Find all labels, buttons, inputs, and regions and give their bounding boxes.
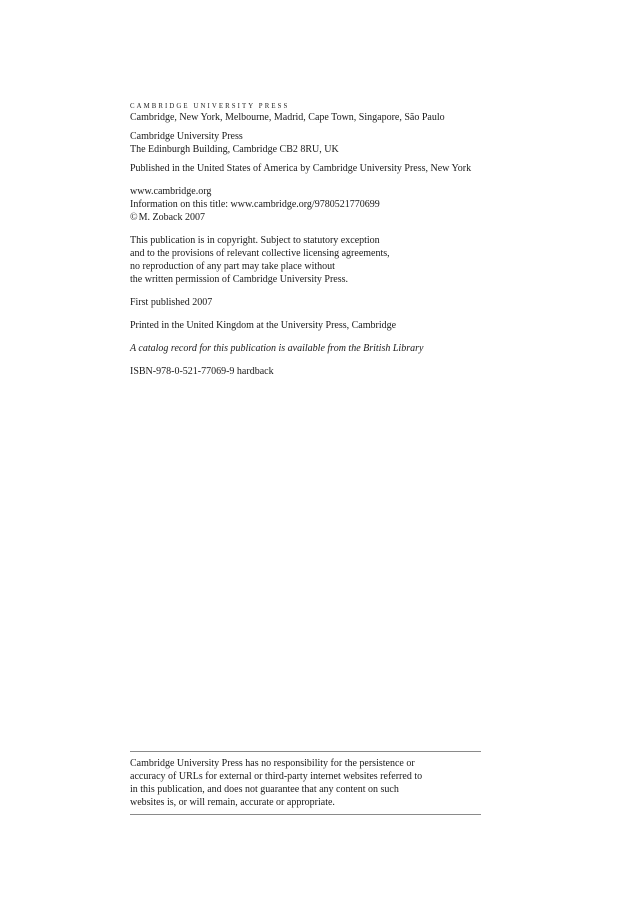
copyright-holder: M. Zoback 2007: [138, 212, 205, 223]
notice-line: This publication is in copyright. Subject to statutory exception: [130, 235, 380, 246]
printed-in: Printed in the United Kingdom at the University Press, Cambridge: [130, 320, 397, 331]
disclaimer-line: Cambridge University Press has no responsibility for the persistence or: [130, 758, 415, 769]
press-name: CAMBRIDGE UNIVERSITY PRESS: [130, 103, 290, 110]
isbn: ISBN-978-0-521-77069-9 hardback: [130, 366, 274, 377]
copyright: [130, 211, 482, 224]
press-address: [130, 130, 482, 156]
catalog-record: A catalog record for this publication is available from the British Library: [130, 343, 424, 354]
copyright-icon: ©: [130, 212, 138, 223]
disclaimer-line: in this publication, and does not guarantee that any content on such: [130, 784, 399, 795]
url-disclaimer: [130, 751, 481, 815]
imprint-page: [130, 102, 482, 378]
disclaimer-text: [130, 752, 481, 814]
notice-line: the written permission of Cambridge University Press.: [130, 274, 349, 285]
copyright-notice: [130, 234, 482, 286]
us-publication: Published in the United States of America by Cambridge University Press, New York: [130, 163, 472, 174]
first-published: First published 2007: [130, 297, 213, 308]
disclaimer-line: websites is, or will remain, accurate or appropriate.: [130, 797, 335, 808]
address-line: Cambridge University Press: [130, 131, 243, 142]
title-info-link[interactable]: Information on this title: www.cambridge.org/9780521770699: [130, 199, 380, 210]
notice-line: no reproduction of any part may take place without: [130, 261, 335, 272]
website-link[interactable]: www.cambridge.org: [130, 186, 212, 197]
address-line: The Edinburgh Building, Cambridge CB2 8RU, UK: [130, 144, 339, 155]
bottom-rule: [130, 814, 481, 815]
disclaimer-line: accuracy of URLs for external or third-party internet websites referred to: [130, 771, 423, 782]
press-locations: Cambridge, New York, Melbourne, Madrid, Cape Town, Singapore, São Paulo: [130, 112, 445, 123]
web-info: [130, 185, 482, 211]
notice-line: and to the provisions of relevant collective licensing agreements,: [130, 248, 390, 259]
